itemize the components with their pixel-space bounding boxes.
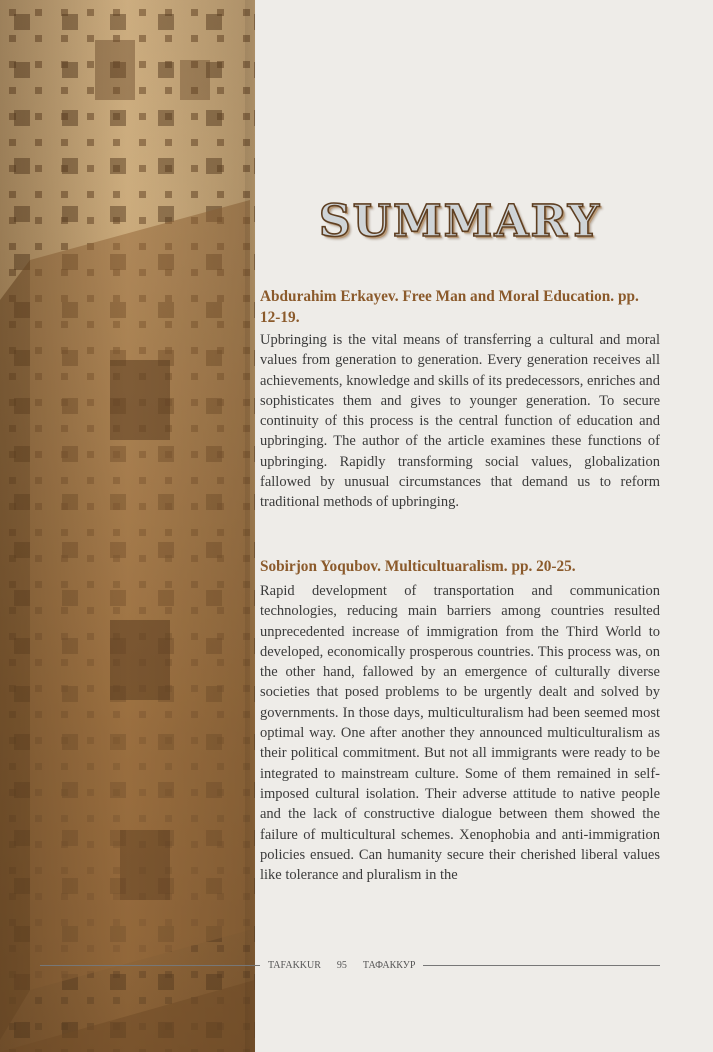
page-title: SUMMARY — [318, 196, 602, 247]
footer-rule-right — [423, 965, 660, 966]
footer-journal-cyrillic: ТАФАККУР — [362, 959, 416, 971]
article-heading-1: Abdurahim Erkayev. Free Man and Moral Education. pp. 12-19. — [260, 288, 639, 326]
article-heading-2: Sobirjon Yoqubov. Multicultuaralism. pp. 20-25. — [260, 558, 576, 575]
article-body-1: Upbringing is the vital means of transferring a cultural and moral values from generation to generation. Every generation receives all achievements, knowledge and skills of its predecessors, enriches and sophisticates them and gives to younger generation. To secure continuity of this process is the central function of education and upbringing. The author of the article examines these functions of upbringing. Rapidly transforming social values, globalization fallowed by unusual circumstances that demand us to reform traditional methods of upbringing. — [260, 332, 660, 511]
page-number: 95 — [336, 959, 347, 971]
fractal-pattern-illustration — [0, 0, 255, 1052]
footer-rule-left — [40, 965, 260, 966]
summary-content — [260, 0, 660, 1052]
footer-journal-latin: TAFAKKUR — [268, 959, 321, 971]
article-body-2: Rapid development of transportation and communication technologies, reducing main barriers among countries resulted unprecedented increase of immigration from the Third World to developed, economically prosperous countries. This process was, on the other hand, fallowed by an emergence of culturally diverse societies that posed problems to be urgently dealt and solved by governments. In those days, multiculturalism had been seemed most optimal way. One after another they announced multiculturalism as their political commitment. But not all immigrants were ready to be integrated to mainstream culture. Some of them remained in self-imposed cultural isolation. Their adverse attitude to native people and the lack of constructive dialogue between them showed the failure of multicultural schemes. Xenophobia and anti-immigration policies ensued. Can humanity secure their cherished liberal values like tolerance and pluralism in the — [260, 583, 660, 884]
decorative-fractal-panel — [0, 0, 255, 1052]
panel-edge-shadow — [245, 0, 257, 1052]
page-footer — [40, 957, 660, 973]
